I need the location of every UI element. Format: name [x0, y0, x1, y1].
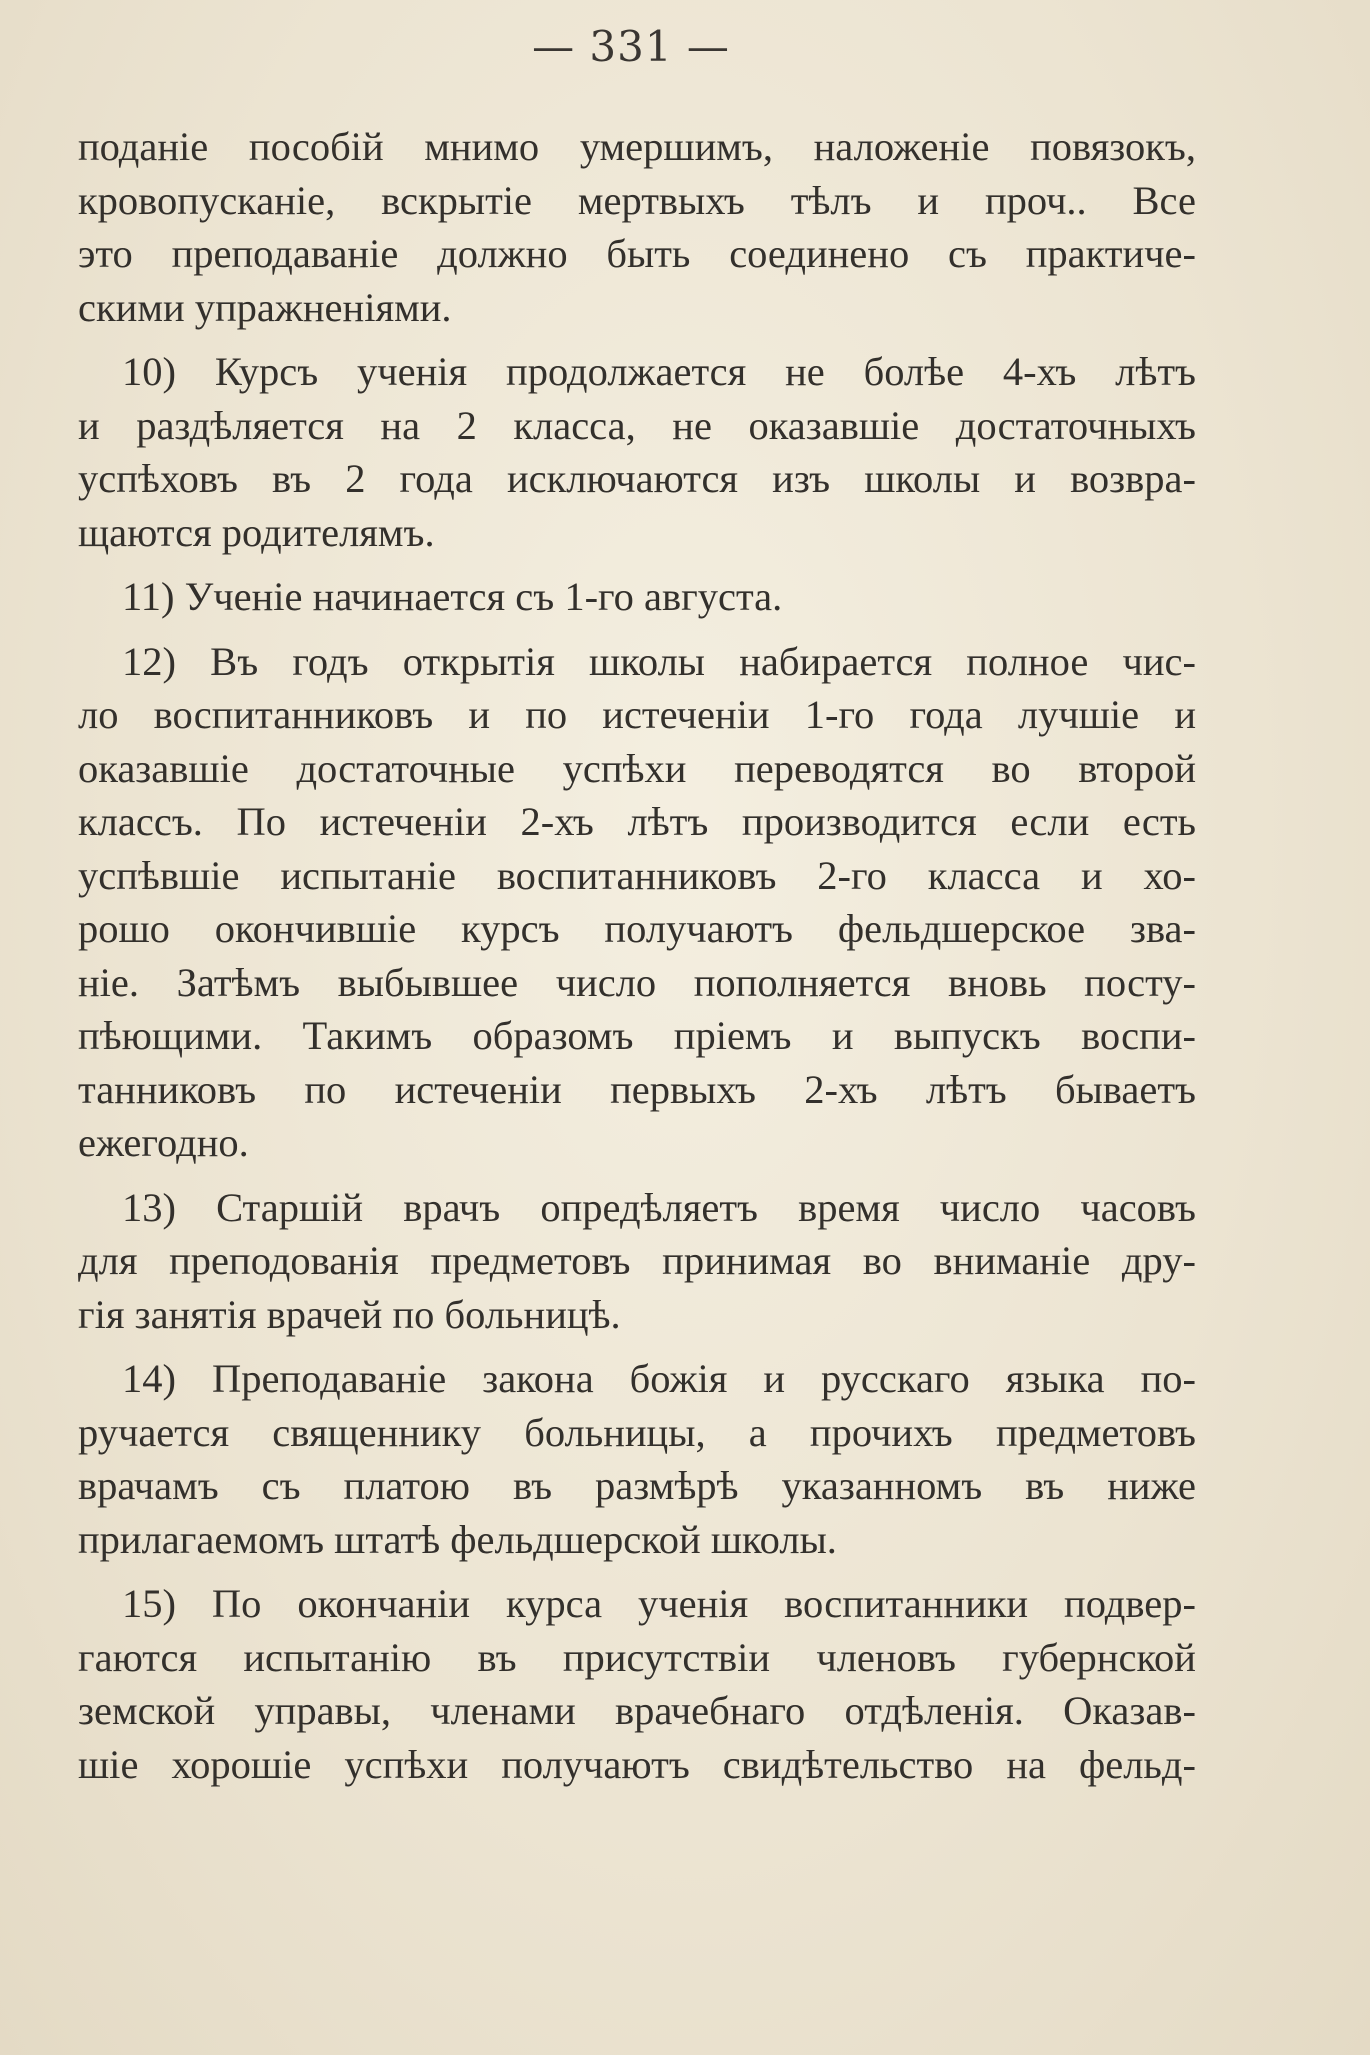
text-line: 13) Старшій врачъ опредѣляетъ время число часовъ — [122, 1184, 1196, 1230]
paragraph-13 — [78, 1181, 1196, 1342]
text-line: и раздѣляется на 2 класса, не оказавшіе достаточныхъ — [78, 402, 1196, 448]
text-line: скими упражненіями. — [78, 284, 452, 330]
text-line: пѣющими. Такимъ образомъ пріемъ и выпускъ воспи- — [78, 1013, 1196, 1058]
text-line: земской управы, членами врачебнаго отдѣленія. Оказав- — [78, 1688, 1196, 1733]
text-line: поданіе пособій мнимо умершимъ, наложеніе повязокъ, — [78, 124, 1196, 169]
text-line: 14) Преподаваніе закона божія и русскаго языка по- — [122, 1356, 1196, 1401]
text-line: шіе хорошіе успѣхи получаютъ свидѣтельство на фельд- — [78, 1741, 1196, 1787]
paragraph-14 — [78, 1352, 1196, 1566]
text-line: успѣвшіе испытаніе воспитанниковъ 2-го класса и хо- — [78, 852, 1196, 898]
paragraph-11 — [78, 570, 1196, 624]
paragraph-10 — [78, 345, 1196, 559]
text-line: щаются родителямъ. — [78, 509, 435, 555]
body-text — [78, 120, 1196, 1802]
text-line: ручается священнику больницы, а прочихъ предметовъ — [78, 1409, 1196, 1455]
text-line: ло воспитанниковъ и по истеченіи 1-го года лучшіе и — [78, 692, 1196, 737]
paragraph-9-continued — [78, 120, 1196, 334]
paragraph-12 — [78, 635, 1196, 1170]
text-line: кровопусканіе, вскрытіе мертвыхъ тѣлъ и проч.. Все — [78, 177, 1196, 223]
text-line: прилагаемомъ штатѣ фельдшерской школы. — [78, 1516, 837, 1562]
text-line: рошо окончившіе курсъ получаютъ фельдшерское зва- — [78, 906, 1196, 951]
paragraph-15 — [78, 1577, 1196, 1791]
text-line: 12) Въ годъ открытія школы набирается полное чис- — [122, 638, 1196, 684]
text-line: 10) Курсъ ученія продолжается не болѣе 4-хъ лѣтъ — [122, 349, 1196, 394]
text-line: гаются испытанію въ присутствіи членовъ губернской — [78, 1634, 1196, 1680]
text-line: ніе. Затѣмъ выбывшее число пополняется вновь посту- — [78, 959, 1196, 1005]
page-number: — 331 — — [532, 22, 730, 71]
text-line: танниковъ по истеченіи первыхъ 2-хъ лѣтъ бываетъ — [78, 1066, 1196, 1112]
text-line: врачамъ съ платою въ размѣрѣ указанномъ въ ниже — [78, 1463, 1196, 1508]
text-line: успѣховъ въ 2 года исключаются изъ школы и возвра- — [78, 456, 1196, 501]
text-line: классъ. По истеченіи 2-хъ лѣтъ производится если есть — [78, 799, 1196, 844]
text-line: 11) Ученіе начинается съ 1-го августа. — [122, 574, 783, 619]
text-line: это преподаваніе должно быть соединено съ практиче- — [78, 231, 1196, 276]
text-line: для преподованія предметовъ принимая во вниманіе дру- — [78, 1238, 1196, 1283]
text-line: 15) По окончаніи курса ученія воспитанники подвер- — [122, 1581, 1196, 1626]
text-line: ежегодно. — [78, 1120, 249, 1165]
text-line: гія занятія врачей по больницѣ. — [78, 1291, 621, 1337]
text-line: оказавшіе достаточные успѣхи переводятся во второй — [78, 745, 1196, 791]
